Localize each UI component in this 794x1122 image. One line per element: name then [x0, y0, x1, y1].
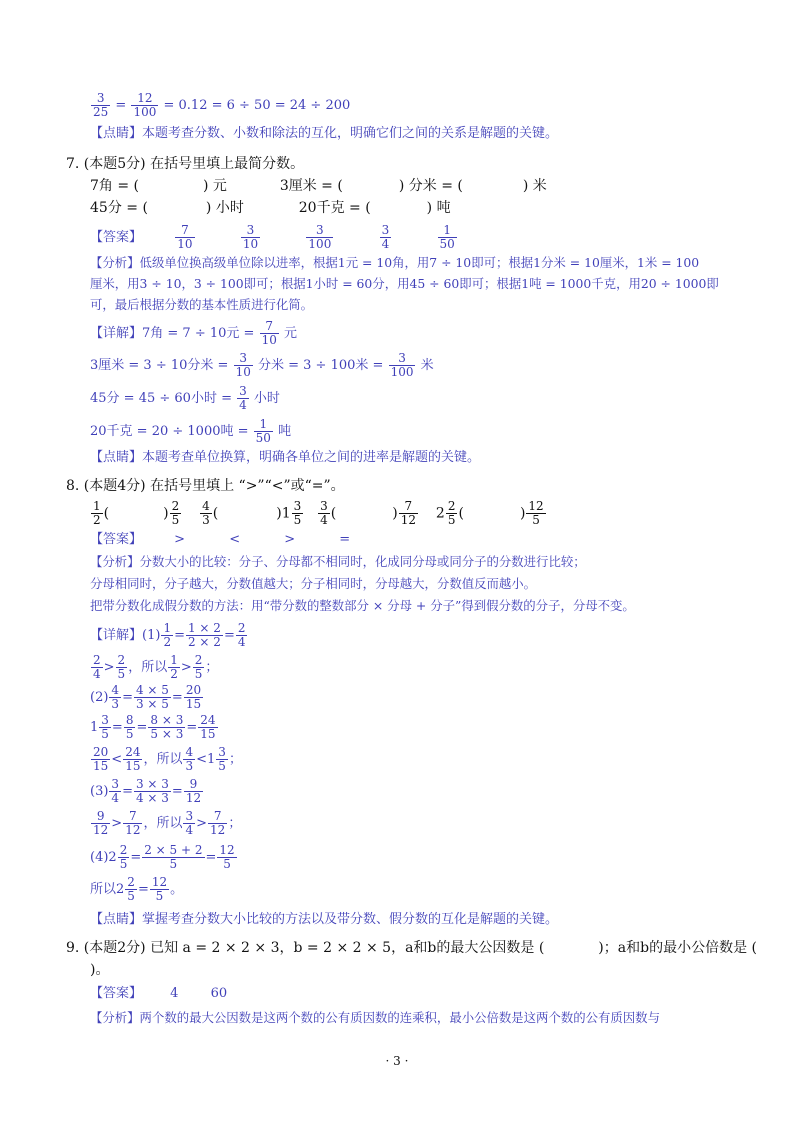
question-8-heading: 8. (本题4分) 在括号里填上 “>”“<”或“=”。 [66, 478, 345, 494]
q7-detail-4: 20千克 = 20 ÷ 1000吨 = $\frac{1}{50}$ 吨 [90, 417, 292, 445]
q8-answer: 【答案】 > < > = [90, 532, 351, 547]
q8-analysis-line: 把带分数化成假分数的方法：用“带分数的整数部分 × 分母 + 分子”得到假分数的分子，分母不变。 [90, 598, 635, 613]
fraction: $\frac{1}{50}$ [439, 223, 455, 251]
page-number: · 3 · [385, 1054, 409, 1068]
q8-analysis-line: 【分析】分数大小的比较：分子、分母都不相同时，化成同分母或同分子的分数进行比较； [90, 554, 586, 569]
fraction: $\frac{3}{4}$ [381, 223, 390, 251]
fraction: $\frac{3}{100}$ [390, 351, 414, 379]
q8-detail: $\frac{20}{15}$ < $\frac{24}{15}$ ，所以 $\frac{4}{3}$ <1 $\frac{3}{5}$ ； [93, 745, 242, 773]
fraction: $\frac{7}{10}$ [261, 319, 277, 347]
note-top: 【点睛】本题考查分数、小数和除法的互化，明确它们之间的关系是解题的关键。 [90, 126, 559, 141]
q7-analysis-line: 可，最后根据分数的基本性质进行化简。 [90, 297, 314, 312]
q7-analysis-line: 【分析】低级单位换高级单位除以进率，根据1元 = 10角，用7 ÷ 10即可；根据1分米 = 10厘米，1米 = 100 [90, 255, 700, 270]
question-9-heading-cont: )。 [90, 962, 110, 978]
q8-detail: 所以2 $\frac{2}{5}$ = $\frac{12}{5}$ 。 [90, 875, 184, 903]
top-equation: $\frac{3}{25}$ = $\frac{12}{100}$ = 0.12 = 6 ÷ 50 = 24 ÷ 200 [93, 91, 351, 119]
fraction: $\frac{12}{100}$ [133, 91, 157, 119]
q7-detail-3: 45分 = 45 ÷ 60小时 = $\frac{3}{4}$ 小时 [90, 384, 280, 412]
q9-analysis: 【分析】两个数的最大公因数是这两个数的公有质因数的连乘积，最小公倍数是这两个数的公有质因数与 [90, 1010, 660, 1025]
fraction: $\frac{3}{10}$ [242, 223, 259, 251]
q7-note: 【点睛】本题考查单位换算，明确各单位之间的进率是解题的关键。 [90, 450, 481, 465]
q7-answer: 【答案】 $\frac{7}{10}$ $\frac{3}{10}$ $\frac{3}{100}$ $\frac{3}{4}$ $\frac{1}{50}$ [90, 223, 455, 251]
q8-detail: $\frac{9}{12}$ > $\frac{7}{12}$ ，所以 $\frac{3}{4}$ > $\frac{7}{12}$ ； [93, 809, 242, 837]
question-9-heading: 9. (本题2分) 已知 a = 2 × 2 × 3，b = 2 × 2 × 5，a和b的最大公因数是 ( )；a和b的最小公倍数是 ( [66, 940, 757, 956]
q8-detail: (3) $\frac{3}{4}$ = $\frac{3 \times 3}{4 \times 3}$ = $\frac{9}{12}$ [90, 777, 202, 805]
q7-detail-1: 【详解】7角 = 7 ÷ 10元 = $\frac{7}{10}$ 元 [90, 319, 298, 347]
fraction: $\frac{3}{4}$ [239, 384, 247, 412]
fraction: $\frac{3}{10}$ [235, 351, 251, 379]
q8-detail: 【详解】(1) $\frac{1}{2}$ = $\frac{1 \times 2}{2 \times 2}$ = $\frac{2}{4}$ [90, 621, 246, 649]
question-7-row-1: 7角 = ( ) 元 3厘米 = ( ) 分米 = ( ) 米 [90, 178, 547, 194]
q7-detail-2: 3厘米 = 3 ÷ 10分米 = $\frac{3}{10}$ 分米 = 3 ÷ 100米 = $\frac{3}{100}$ 米 [90, 351, 434, 379]
q7-analysis-line: 厘米，用3 ÷ 10，3 ÷ 100即可；根据1小时 = 60分，用45 ÷ 60即可；根据1吨 = 1000千克，用20 ÷ 1000即 [90, 276, 719, 291]
q9-answer: 【答案】 4 60 [90, 986, 228, 1001]
q8-detail: (2) $\frac{4}{3}$ = $\frac{4 \times 5}{3 \times 5}$ = $\frac{20}{15}$ [90, 683, 202, 711]
question-7-row-2: 45分 = ( ) 小时 20千克 = ( ) 吨 [90, 200, 451, 216]
fraction: $\frac{3}{100}$ [308, 223, 332, 251]
fraction: $\frac{7}{10}$ [177, 223, 193, 251]
q8-note: 【点睛】掌握考查分数大小比较的方法以及带分数、假分数的互化是解题的关键。 [90, 912, 559, 927]
fraction: $\frac{1}{50}$ [255, 417, 271, 445]
fraction: $\frac{3}{25}$ [93, 91, 109, 119]
q8-detail: $\frac{2}{4}$ > $\frac{2}{5}$ ，所以 $\frac{1}{2}$ > $\frac{2}{5}$ ； [93, 653, 219, 681]
question-7-heading: 7. (本题5分) 在括号里填上最简分数。 [66, 156, 305, 172]
q8-detail: 1 $\frac{3}{5}$ = $\frac{8}{5}$ = $\frac{8 \times 3}{5 \times 3}$ = $\frac{24}{15}$ [90, 713, 216, 741]
q8-analysis-line: 分母相同时，分子越大，分数值越大；分子相同时，分母越大，分数值反而越小。 [90, 576, 537, 591]
q8-detail: (4)2 $\frac{2}{5}$ = $\frac{2 \times 5 + 2}{5}$ = $\frac{12}{5}$ [90, 843, 235, 871]
question-8-items: $\frac{1}{2}$ ( ) $\frac{2}{5}$ $\frac{4}{3}$ ( )1 $\frac{3}{5}$ $\frac{3}{4}$ ( ) $\frac{7}{12}$ 2 $\frac{2}{5}$ ( ) $\frac{12}{5}$ [93, 499, 544, 527]
